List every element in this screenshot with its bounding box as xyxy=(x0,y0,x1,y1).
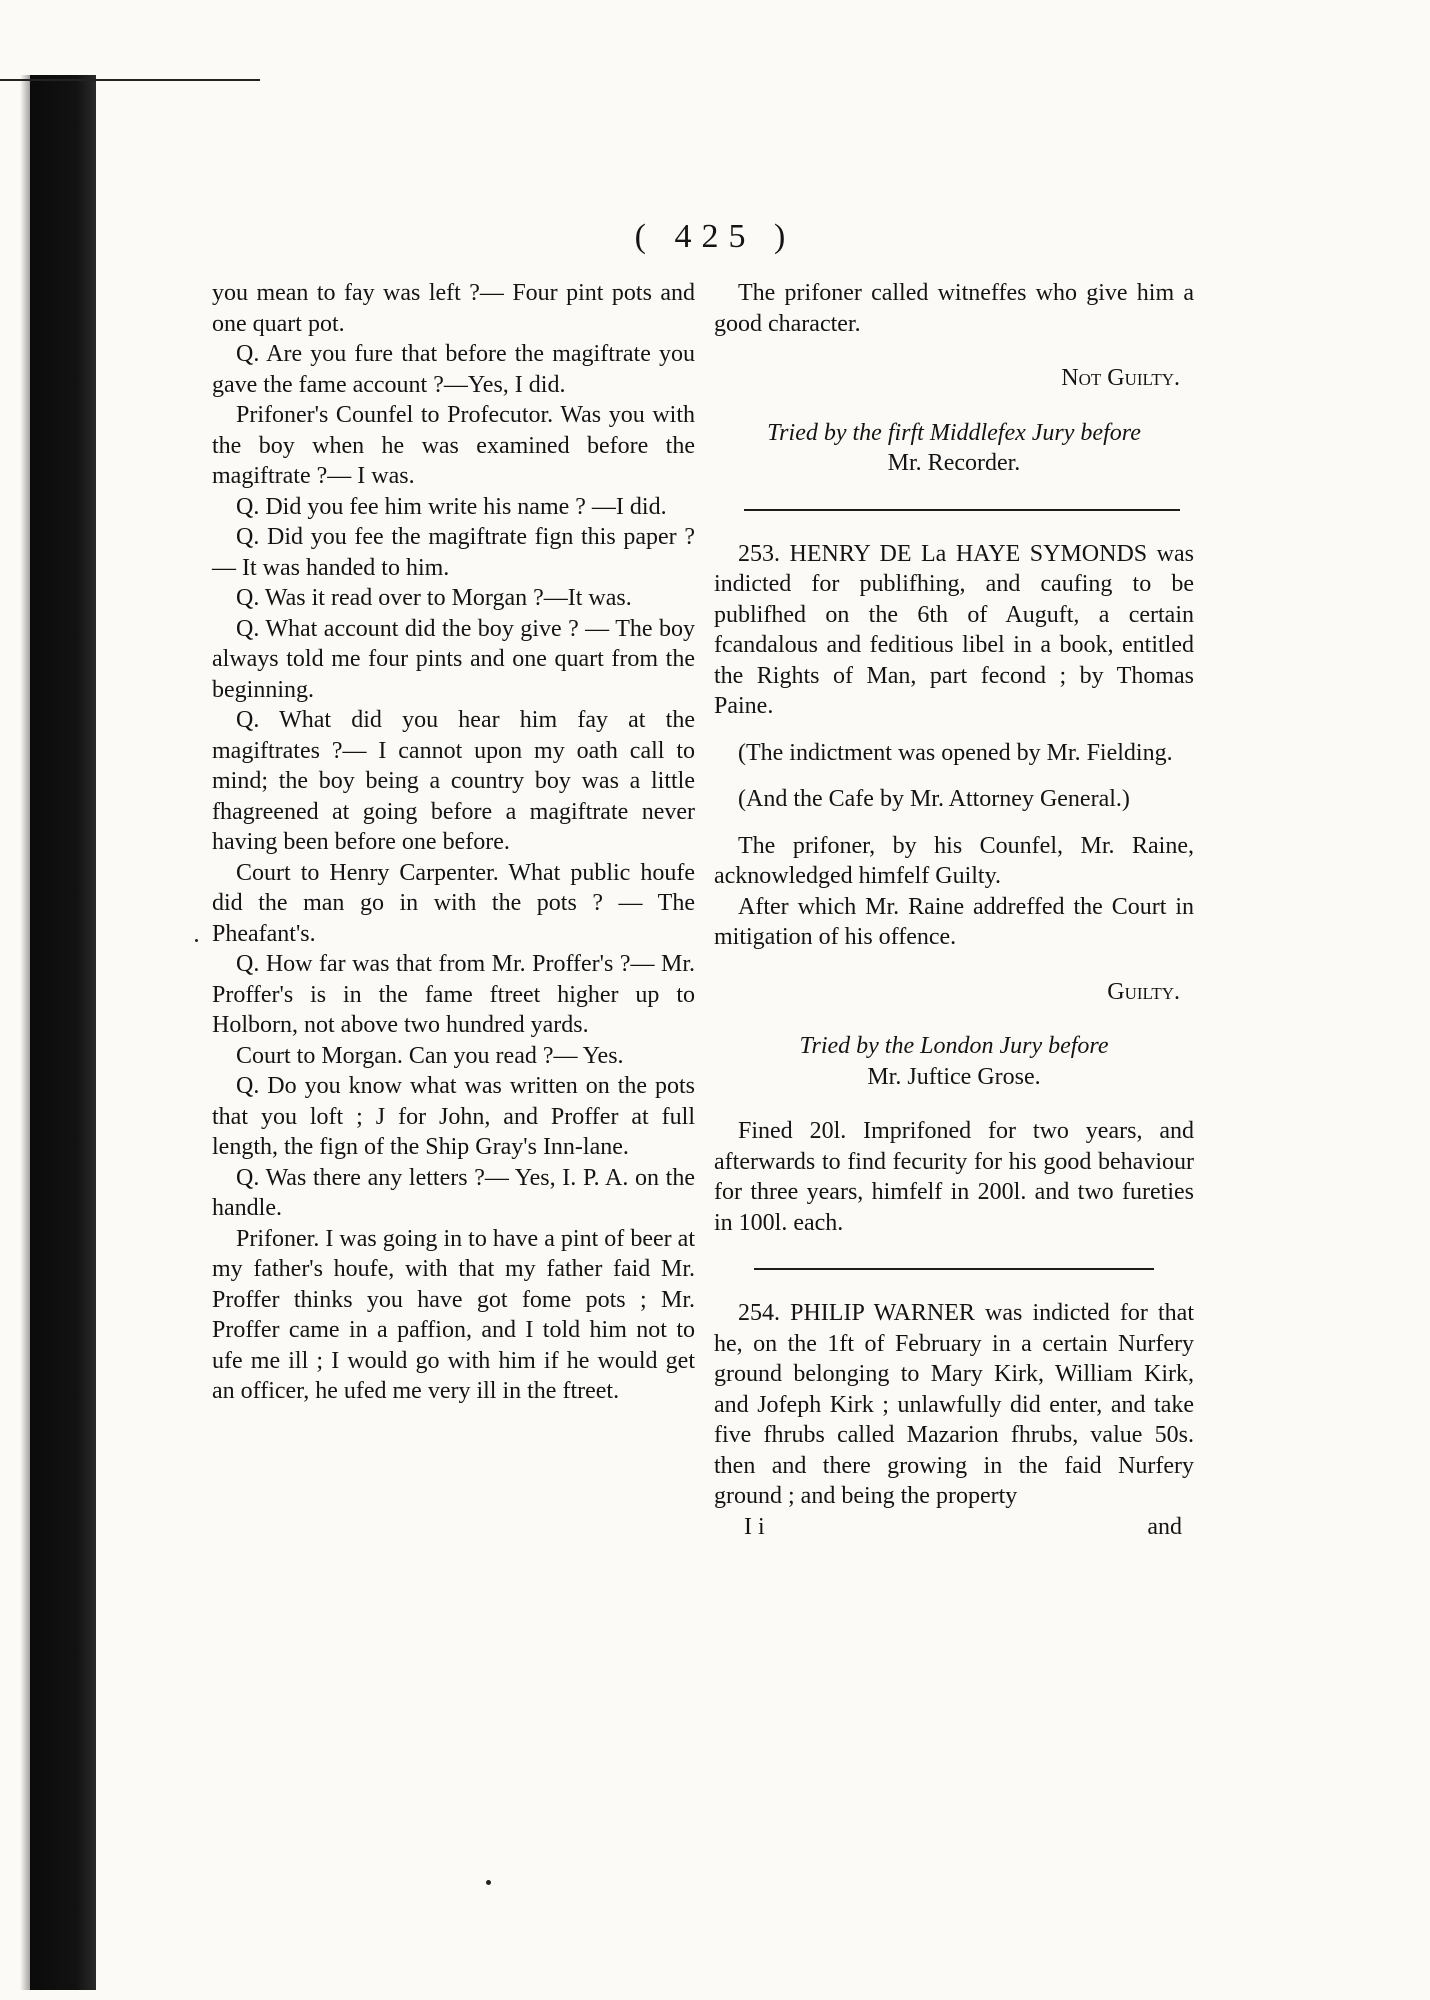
page-footer xyxy=(714,1512,1194,1543)
section-divider xyxy=(744,509,1180,511)
left-column xyxy=(212,278,695,1407)
paragraph: Q. What did you hear him fay at the magiftrates ?— I cannot upon my oath call to mind; the boy being a country boy was a little fhagreened at going before a magiftrate never having been before one before. xyxy=(212,707,695,855)
paragraph: Court to Henry Carpenter. What public houfe did the man go in with the pots ? — The Pheafant's. xyxy=(212,859,695,947)
book-spine xyxy=(30,75,96,1990)
paragraph: Q. Do you know what was written on the pots that you loft ; J for John, and Proffer at full length, the fign of the Ship Gray's Inn-lane. xyxy=(212,1073,695,1160)
paragraph: Q. What account did the boy give ? — The boy always told me four pints and one quart from the beginning. xyxy=(212,615,695,703)
case-opened-note: (And the Cafe by Mr. Attorney General.) xyxy=(738,786,1130,812)
mitigation-paragraph: After which Mr. Raine addreffed the Court in mitigation of his offence. xyxy=(714,893,1194,950)
signature-mark: I i xyxy=(744,1513,765,1540)
top-edge-rule xyxy=(0,79,260,81)
ink-speck xyxy=(195,939,198,942)
tried-by-line: Tried by the firft Middlefex Jury before xyxy=(767,419,1141,446)
indictment-opened-note: (The indictment was opened by Mr. Fielding. xyxy=(738,739,1173,766)
page-number: ( 425 ) xyxy=(634,218,796,255)
case-254-indictment: 254. PHILIP WARNER was indicted for that he, on the 1ft of February in a certain Nurfery ground belonging to Mary Kirk, William Kirk, and Jofeph Kirk ; unlawfully did enter, and take five fhrubs called Mazarion fhrubs, value 50s. then and there growing in the faid Nurfery ground ; and being the property xyxy=(714,1300,1194,1509)
plea-paragraph: The prifoner, by his Counfel, Mr. Raine, acknowledged himfelf Guilty. xyxy=(714,832,1194,889)
verdict-not-guilty: Not Guilty. xyxy=(1061,365,1180,391)
paragraph: Q. Was there any letters ?— Yes, I. P. A. on the handle. xyxy=(212,1164,695,1221)
paragraph: Q. How far was that from Mr. Proffer's ?— Mr. Proffer's is in the fame ftreet higher up to Holborn, not above two hundred yards. xyxy=(212,951,695,1038)
paragraph: Court to Morgan. Can you read ?— Yes. xyxy=(236,1042,624,1069)
paragraph: Q. Was it read over to Morgan ?—It was. xyxy=(236,585,632,611)
section-divider xyxy=(754,1268,1154,1270)
judge-line: Mr. Juftice Grose. xyxy=(867,1063,1041,1090)
ink-speck xyxy=(486,1880,491,1885)
case-253-indictment: 253. HENRY DE La HAYE SYMONDS was indicted for publifhing, and caufing to be publifhed on the 6th of Auguft, a certain fcandalous and feditious libel in a book, entitled the Rights of Man, part fecond ; by Thomas Paine. xyxy=(714,540,1194,719)
tried-by-line: Tried by the London Jury before xyxy=(799,1033,1109,1059)
paragraph: Prifoner. I was going in to have a pint of beer at my father's houfe, with that my father faid Mr. Proffer thinks you have got fome pots ; Mr. Proffer came in a paffion, and I told him not to ufe me ill ; I would go with him if he would get an officer, he ufed me very ill in the ftreet. xyxy=(212,1225,695,1404)
right-column xyxy=(714,278,1194,1542)
paragraph: Q. Did you fee the magiftrate fign this paper ?— It was handed to him. xyxy=(212,524,695,581)
verdict-guilty: Guilty. xyxy=(1107,978,1180,1005)
character-witness-note: The prifoner called witneffes who give him a good character. xyxy=(714,280,1194,337)
sentence-paragraph: Fined 20l. Imprifoned for two years, and afterwards to find fecurity for his good behaviour for three years, himfelf in 200l. and two fureties in 100l. each. xyxy=(714,1118,1194,1236)
paragraph: Prifoner's Counfel to Profecutor. Was you with the boy when he was examined before the magiftrate ?— I was. xyxy=(212,402,695,489)
spine-shadow xyxy=(20,75,30,1990)
judge-line: Mr. Recorder. xyxy=(887,450,1021,476)
catchword: and xyxy=(1147,1513,1182,1540)
paragraph: Q. Are you fure that before the magiftrate you gave the fame account ?—Yes, I did. xyxy=(212,341,695,398)
paragraph: you mean to fay was left ?— Four pint pots and one quart pot. xyxy=(212,280,695,337)
paragraph: Q. Did you fee him write his name ? —I did. xyxy=(236,493,667,520)
